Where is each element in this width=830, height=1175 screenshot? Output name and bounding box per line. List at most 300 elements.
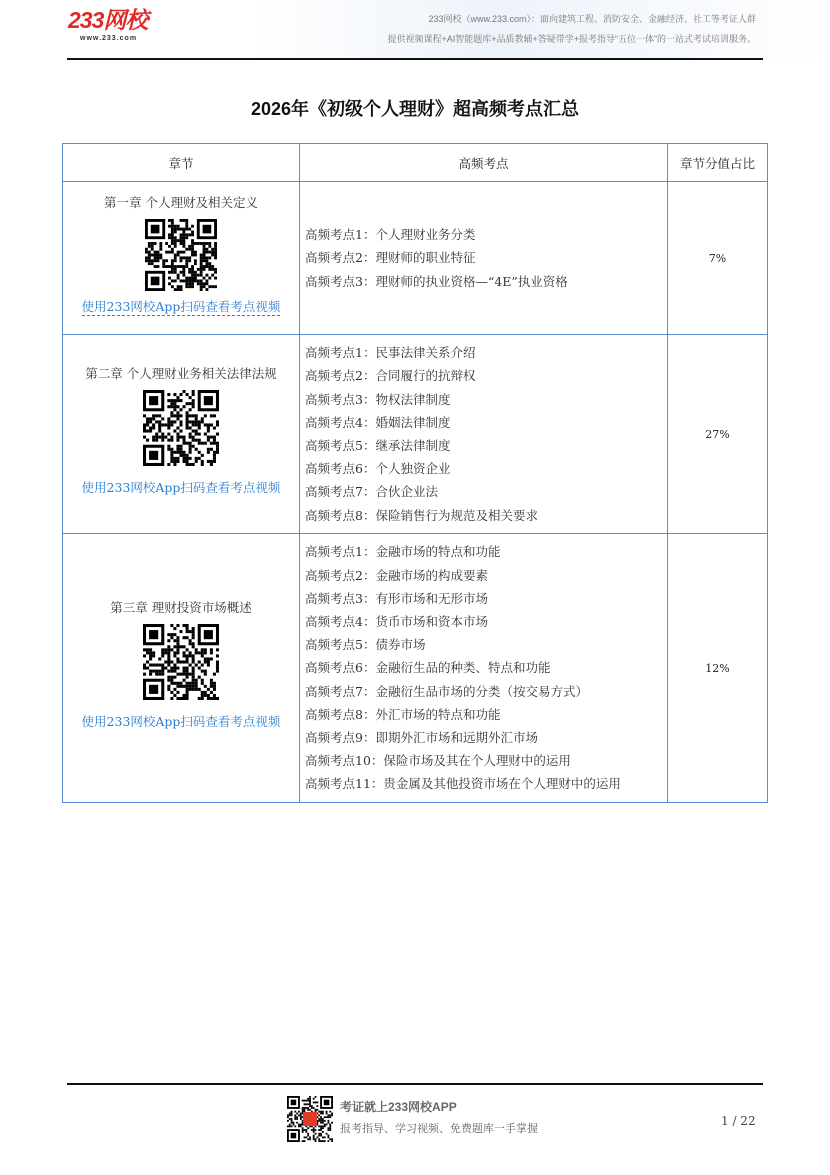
qr-module — [179, 682, 182, 685]
qr-module — [189, 654, 192, 657]
qr-module — [289, 1125, 291, 1127]
qr-module — [171, 228, 174, 231]
qr-module — [189, 639, 192, 642]
qr-module — [211, 285, 214, 288]
qr-module — [183, 685, 186, 688]
qr-module — [186, 417, 189, 420]
qr-module — [143, 414, 146, 417]
qr-module — [170, 460, 173, 463]
qr-module — [298, 1111, 300, 1113]
video-link[interactable]: 使用233网校App扫码查看考点视频 — [81, 714, 281, 729]
qr-module — [151, 259, 154, 262]
qr-module — [151, 262, 154, 265]
topic-item: 高频考点2：理财师的职业特征 — [305, 250, 476, 266]
qr-module — [183, 405, 186, 408]
qr-module — [174, 228, 177, 231]
qr-module — [180, 288, 183, 291]
qr-module — [189, 396, 192, 399]
qr-module — [320, 1120, 322, 1122]
qr-module — [311, 1105, 313, 1107]
qr-module — [167, 423, 170, 426]
qr-module — [322, 1111, 324, 1113]
qr-module — [155, 670, 158, 673]
qr-module — [327, 1129, 329, 1131]
video-link[interactable]: 使用233网校App扫码查看考点视频 — [81, 299, 281, 314]
qr-module — [194, 251, 197, 254]
topic-item: 高频考点3：有形市场和无形市场 — [305, 590, 488, 606]
qr-module — [179, 448, 182, 451]
qr-module — [183, 457, 186, 460]
qr-module — [327, 1114, 329, 1116]
topic-item: 高频考点8：外汇市场的特点和功能 — [305, 706, 501, 722]
qr-module — [214, 268, 217, 271]
qr-module — [191, 271, 194, 274]
qr-module — [183, 624, 186, 627]
qr-module — [189, 673, 192, 676]
qr-module — [205, 288, 208, 291]
qr-module — [192, 402, 195, 405]
qr-module — [201, 694, 204, 697]
qr-module — [149, 420, 152, 423]
qr-module — [216, 654, 219, 657]
qr-module — [200, 265, 203, 268]
qr-module — [152, 417, 155, 420]
qr-module — [210, 423, 213, 426]
qr-module — [296, 1122, 298, 1124]
qr-module — [177, 254, 180, 257]
qr-module — [307, 1135, 309, 1137]
qr-module — [318, 1120, 320, 1122]
qr-module — [180, 219, 183, 222]
qr-module — [201, 442, 204, 445]
qr-module — [210, 436, 213, 439]
qr-module — [195, 664, 198, 667]
topic-item: 高频考点8：保险销售行为规范及相关要求 — [305, 507, 538, 523]
qr-module — [205, 265, 208, 268]
qr-module — [179, 630, 182, 633]
qr-module — [200, 262, 203, 265]
qr-module — [176, 651, 179, 654]
qr-module — [322, 1113, 324, 1115]
qr-module — [207, 657, 210, 660]
qr-module — [195, 457, 198, 460]
qr-module — [157, 259, 160, 262]
qr-module — [216, 448, 219, 451]
qr-module — [291, 1125, 293, 1127]
qr-module — [311, 1129, 313, 1131]
qr-module — [179, 673, 182, 676]
qr-module — [173, 664, 176, 667]
qr-module — [173, 460, 176, 463]
qr-module — [201, 417, 204, 420]
qr-module — [151, 277, 160, 286]
qr-module — [152, 439, 155, 442]
qr-module — [195, 423, 198, 426]
qr-module — [195, 414, 198, 417]
qr-module — [174, 279, 177, 282]
qr-module — [179, 451, 182, 454]
qr-module — [210, 414, 213, 417]
qr-module — [143, 654, 146, 657]
qr-module — [320, 1116, 322, 1118]
qr-module — [315, 1140, 317, 1142]
qr-module — [195, 448, 198, 451]
qr-module — [155, 439, 158, 442]
qr-module — [143, 664, 146, 667]
qr-module — [205, 262, 208, 265]
qr-module — [307, 1107, 309, 1109]
qr-module — [182, 274, 185, 277]
qr-module — [204, 630, 213, 639]
qr-module — [198, 420, 201, 423]
qr-module — [313, 1135, 315, 1137]
topic-item: 高频考点6：个人独资企业 — [305, 461, 451, 477]
qr-module — [148, 245, 151, 248]
qr-module — [211, 254, 214, 257]
qr-module — [171, 285, 174, 288]
qr-module — [170, 691, 173, 694]
qr-module — [188, 245, 191, 248]
qr-module — [145, 259, 148, 262]
qr-module — [173, 463, 176, 466]
qr-module — [213, 685, 216, 688]
qr-module — [170, 660, 173, 663]
qr-module — [149, 630, 158, 639]
qr-module — [309, 1109, 311, 1111]
qr-module — [149, 430, 152, 433]
qr-module — [158, 420, 161, 423]
qr-module — [298, 1125, 300, 1127]
qr-module — [185, 222, 188, 225]
qr-module — [173, 457, 176, 460]
qr-module — [192, 679, 195, 682]
qr-module — [186, 694, 189, 697]
qr-module — [167, 664, 170, 667]
qr-module — [201, 691, 204, 694]
qr-module — [185, 233, 188, 236]
qr-module — [176, 682, 179, 685]
chapter-title: 第一章 个人理财及相关定义 — [104, 195, 258, 210]
qr-module — [176, 417, 179, 420]
qr-module — [195, 688, 198, 691]
qr-module — [152, 414, 155, 417]
qr-module — [322, 1125, 324, 1127]
qr-module — [186, 414, 189, 417]
topic-item: 高频考点4：货币市场和资本市场 — [305, 613, 488, 629]
qr-module — [186, 636, 189, 639]
qr-module — [179, 454, 182, 457]
qr-module — [186, 657, 189, 660]
qr-module — [200, 254, 203, 257]
qr-module — [174, 254, 177, 257]
qr-module — [324, 1136, 326, 1138]
qr-module — [309, 1096, 311, 1098]
qr-module — [198, 688, 201, 691]
qr-module — [198, 426, 201, 429]
qr-module — [210, 691, 213, 694]
qr-module — [324, 1116, 326, 1118]
qr-module — [192, 636, 195, 639]
qr-module — [207, 448, 210, 451]
qr-module — [174, 236, 177, 239]
qr-module — [186, 423, 189, 426]
qr-module — [186, 676, 189, 679]
qr-module — [313, 1107, 315, 1109]
qr-module — [176, 414, 179, 417]
qr-module — [203, 265, 206, 268]
qr-module — [198, 660, 201, 663]
qr-module — [146, 660, 149, 663]
qr-module — [176, 667, 179, 670]
qr-module — [180, 251, 183, 254]
qr-module — [197, 279, 200, 282]
qr-module — [189, 414, 192, 417]
qr-module — [214, 254, 217, 257]
qr-module — [318, 1125, 320, 1127]
qr-module — [171, 265, 174, 268]
qr-module — [216, 442, 219, 445]
qr-module — [167, 420, 170, 423]
qr-module — [182, 251, 185, 254]
qr-module — [200, 242, 203, 245]
qr-module — [161, 648, 164, 651]
qr-module — [208, 262, 211, 265]
qr-module — [326, 1124, 328, 1126]
qr-module — [291, 1114, 293, 1116]
qr-module — [189, 442, 192, 445]
qr-module — [191, 231, 194, 234]
qr-module — [174, 259, 177, 262]
qr-module — [214, 285, 217, 288]
qr-module — [309, 1100, 311, 1102]
qr-module — [171, 259, 174, 262]
qr-module — [143, 673, 146, 676]
qr-module — [186, 411, 189, 414]
qr-module — [327, 1122, 329, 1124]
qr-module — [182, 236, 185, 239]
footer-slogan: 考证就上233网校APP — [340, 1100, 457, 1114]
qr-module — [146, 651, 149, 654]
qr-module — [304, 1103, 306, 1105]
topic-list — [300, 335, 668, 534]
page-title: 2026年《初级个人理财》超高频考点汇总 — [250, 99, 580, 119]
qr-module — [327, 1120, 329, 1122]
qr-module — [158, 673, 161, 676]
qr-module — [318, 1114, 320, 1116]
video-link[interactable]: 使用233网校App扫码查看考点视频 — [81, 480, 281, 495]
qr-module — [170, 402, 173, 405]
qr-module — [164, 648, 167, 651]
qr-module — [192, 423, 195, 426]
qr-module — [179, 393, 182, 396]
topic-item: 高频考点7：金融衍生品市场的分类（按交易方式） — [305, 683, 588, 699]
qr-module — [189, 408, 192, 411]
qr-module — [207, 688, 210, 691]
qr-module — [309, 1098, 311, 1100]
qr-module — [148, 251, 151, 254]
qr-module — [180, 233, 183, 236]
qr-module — [201, 682, 204, 685]
qr-module — [291, 1100, 297, 1106]
qr-module — [176, 433, 179, 436]
qr-module — [216, 667, 219, 670]
qr-module — [186, 673, 189, 676]
qr-module — [205, 242, 208, 245]
qr-module — [152, 426, 155, 429]
qr-module — [200, 282, 203, 285]
qr-module — [214, 248, 217, 251]
qr-module — [198, 423, 201, 426]
qr-module — [173, 688, 176, 691]
qr-module — [186, 670, 189, 673]
qr-module — [182, 279, 185, 282]
qr-module — [148, 242, 151, 245]
qr-code-icon[interactable] — [143, 390, 219, 466]
qr-module — [174, 268, 177, 271]
qr-module — [210, 679, 213, 682]
qr-module — [167, 685, 170, 688]
qr-module — [186, 454, 189, 457]
qr-module — [322, 1131, 324, 1133]
qr-module — [296, 1116, 298, 1118]
topic-list — [300, 182, 668, 335]
qr-module — [192, 445, 195, 448]
qr-module — [151, 242, 154, 245]
qr-module — [173, 639, 176, 642]
qr-module — [161, 417, 164, 420]
qr-module — [185, 228, 188, 231]
qr-module — [183, 660, 186, 663]
qr-code-icon[interactable] — [143, 624, 219, 700]
qr-module — [171, 231, 174, 234]
qr-module — [158, 670, 161, 673]
qr-module — [189, 451, 192, 454]
qr-module — [168, 219, 171, 222]
qr-module — [189, 448, 192, 451]
qr-module — [170, 679, 173, 682]
qr-module — [194, 279, 197, 282]
qr-module — [210, 463, 213, 466]
qr-module — [186, 685, 189, 688]
qr-module — [324, 1100, 330, 1106]
qr-module — [194, 262, 197, 265]
qr-module — [213, 688, 216, 691]
qr-module — [194, 259, 197, 262]
qr-module — [289, 1118, 291, 1120]
qr-module — [176, 411, 179, 414]
qr-module — [198, 697, 201, 700]
qr-module — [192, 405, 195, 408]
qr-module — [315, 1109, 317, 1111]
qr-module — [318, 1138, 320, 1140]
qr-module — [186, 463, 189, 466]
qr-module — [189, 445, 192, 448]
qr-module — [214, 242, 217, 245]
qr-module — [174, 256, 177, 259]
qr-module — [168, 233, 171, 236]
qr-module — [167, 648, 170, 651]
qr-module — [300, 1125, 302, 1127]
qr-module — [174, 265, 177, 268]
qr-module — [170, 667, 173, 670]
qr-module — [327, 1135, 329, 1137]
table-row — [63, 335, 768, 534]
qr-module — [204, 414, 207, 417]
qr-module — [180, 236, 183, 239]
qr-module — [191, 265, 194, 268]
qr-module — [176, 657, 179, 660]
qr-module — [189, 685, 192, 688]
qr-module — [198, 651, 201, 654]
qr-module — [291, 1120, 293, 1122]
qr-module — [176, 639, 179, 642]
qr-module — [213, 682, 216, 685]
qr-module — [170, 423, 173, 426]
chapter-share: 7% — [668, 182, 768, 335]
qr-module — [183, 697, 186, 700]
qr-module — [204, 660, 207, 663]
qr-module — [183, 442, 186, 445]
qr-module — [185, 259, 188, 262]
table-row — [63, 534, 768, 803]
qr-module — [192, 627, 195, 630]
qr-module — [320, 1113, 322, 1115]
qr-module — [167, 639, 170, 642]
qr-module — [148, 254, 151, 257]
qr-module — [174, 239, 177, 242]
qr-module — [203, 259, 206, 262]
qr-module — [291, 1118, 293, 1120]
qr-module — [205, 251, 208, 254]
qr-module — [320, 1127, 322, 1129]
app-qr-code-icon[interactable] — [287, 1096, 333, 1142]
qr-module — [159, 256, 162, 259]
qr-module — [189, 682, 192, 685]
qr-module — [165, 242, 168, 245]
qr-module — [170, 633, 173, 636]
qr-module — [188, 271, 191, 274]
qr-module — [331, 1140, 333, 1142]
qr-module — [204, 685, 207, 688]
qr-module — [195, 682, 198, 685]
qr-module — [192, 676, 195, 679]
qr-module — [173, 654, 176, 657]
qr-module — [318, 1129, 320, 1131]
qr-module — [157, 265, 160, 268]
qr-module — [183, 667, 186, 670]
qr-module — [194, 271, 197, 274]
qr-module — [203, 254, 206, 257]
qr-module — [201, 648, 204, 651]
qr-module — [143, 436, 146, 439]
qr-code-icon[interactable] — [145, 219, 217, 291]
qr-module — [158, 423, 161, 426]
qr-module — [173, 420, 176, 423]
qr-module — [162, 259, 165, 262]
qr-module — [183, 651, 186, 654]
qr-module — [176, 645, 179, 648]
qr-module — [176, 445, 179, 448]
qr-module — [191, 251, 194, 254]
qr-module — [185, 282, 188, 285]
qr-module — [195, 460, 198, 463]
qr-module — [291, 1111, 293, 1113]
qr-module — [305, 1103, 307, 1105]
qr-module — [182, 256, 185, 259]
qr-module — [161, 423, 164, 426]
qr-module — [192, 439, 195, 442]
qr-module — [287, 1120, 289, 1122]
